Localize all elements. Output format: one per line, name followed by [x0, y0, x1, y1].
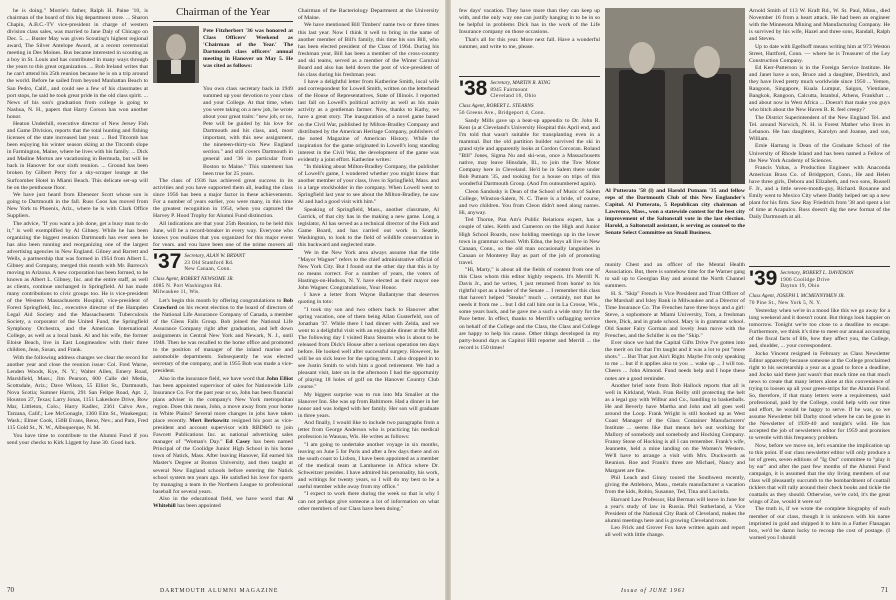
paragraph: "I took my son and two others back to Hanover after spring vacation, one of them being Allan Gusterfeld, son of Jonathan '37. While there I had dinner with Zelda, and we went to a delightful visit with an enjoyable dinner at the Mill. The following day I visited Russ Stearns who is about to be released from Dick's House after a serious operation ten days before. He looked well after successful surgery. However, he will be on sick leave for the spring term. I also dropped in to see Justin Smith to wish him a good retirement. We had a pleasant visit, later on in the afternoon I had the opportunity of playing 18 holes of golf on the Hanover Country Club course."	[298, 306, 439, 391]
paragraph: Also in the insurance field, we have word that John Elliot has been appointed supervisor of sales for Nationwide Life Insurance Co. For the past year or so, John has been financial plans adviser in the company's New York metropolitan region. Does this mean, John, a move away from your home in White Plains? Several more changes in jobs have taken place recently. Mert Berkowitz resigned his post as vice-president and account supervisor with RBD&O to join Fawcett Publications Inc. as national advertising sales manager of "Woman's Day." Ed Casey has been named Principal of the Coolidge Junior High School in his home town of Natick, Mass. After leaving Hanover, Ed earned his Master's Degree at Boston University, and then taught at several New England schools before entering the Natick school system ten years ago. He satisfied his love for sports by managing a team in the Northern League to professional baseball for several years.	[153, 375, 293, 495]
left-column-3	[298, 8, 439, 576]
paragraph: "I am going to undertake another voyage in six months, leaving on June 5 for Paris and after a few days there and on the south coast to Lisbon, I have been appointed as a member of the medical team at Lambarene in Africa where Dr. Schweitzer presides. I have admired his personality, his work, and writings for twenty years, so I will do my best to be a useful member while away from my office."	[298, 441, 439, 491]
class-1937-agent	[153, 276, 293, 296]
paragraph: Up to date with Egelhoff means writing him at 973 Weston Street, Hartford, Conn. — where he is Treasurer of the Ley Construction Company.	[749, 43, 890, 64]
paragraph: The class of 1936 has achieved great success in its activities and you have supported them all, leading the class since 1956 has been a major factor in these achievements. For a number of years earlier, you were many, in this time the greatest recognition in 1954, when you captured the Harvey P. Hood Trophy for Alumni Fund distinction.	[153, 178, 293, 220]
paragraph: We have just heard from Ebenezer Scott whose son is going to Dartmouth in the fall. Russ Coos has moved from New York to Phoenix, Ariz., where he is with Clark Office Suppliers.	[7, 192, 148, 220]
paragraph: Ernie Hartung is Dean of the Graduate School of the University of Rhode Island and has been named a Fellow of the New York Academy of Sciences.	[749, 143, 890, 164]
right-column-2	[605, 262, 745, 576]
secretary-city: Dayton 19, Ohio	[780, 283, 820, 290]
left-column-1	[7, 8, 148, 576]
right-column-1-top	[459, 8, 600, 74]
left-page	[0, 0, 445, 600]
paragraph: You own class secretary back in 1949 summed up your devotion to your class and your College. At that time, when you were taking on a new job, he wrote about your great traits: "new job, or no, Pete will be guided by his love for Dartmouth and his class, and, most important, with this new assignment, the nineteen-thirty-six New England section." and still covers Dartmouth in general and '36 in particular from Boston to Maine." This statement has been true for 25 years.	[203, 86, 293, 177]
class-1939-header	[749, 267, 890, 290]
paragraph: "In thinking about Milton-Bradley Company, the publisher of Lowell's game, I wondered whether you might know that another member of your class, lives in Springfield, Mass. and is a large stockholder in the company. When Lowell went to Springfield last year to see about the Milton-Bradley, he saw Al and had a good visit with him."	[298, 164, 439, 206]
class-1938-notes	[459, 118, 600, 576]
class-number: '39	[749, 267, 778, 290]
paragraph: I have a letter from Wayne Ballantyne that deserves quoting in toto:	[298, 292, 439, 306]
class-number: '38	[459, 77, 488, 100]
paragraph: "I expect to work there during the week so that is why I can not perhaps give someone a lot of information on what other members of our Class have been doing."	[298, 491, 439, 512]
paragraph: Ever since we had the Capital Gifts Drive I've gotten into the merit on list that I'm taught and it was a lot to put "more shots." ... But That just Ain't Right. Maybe I'm only speaking to me ... but if it applies also to you ... wake up ... I will too. Cheers ... John Almond. Fund needs help and I hope these notes are a good reminder.	[605, 340, 745, 382]
paragraph: Ed Kerr-Patterson is in the Foreign Service Institute. He and Janet have a son, Bruce and a daughter, Dierdrich, and they have lived pretty much worldwide since 1950 ... Yemen, Rangoon, Singapore, Kuala Lumpur, Saigon, Vientiane, Bangkok, Rangoon, Calcutta, Istanbul, Athens, Frankfurt ... and about now in West Africa ... Doesn't that make you guys who bitch about the New Haven R. R. feel creepy?	[749, 65, 890, 114]
paragraph: he is doing." Morrie's father, Ralph H. Paine '10, is chairman of the board of this big department store. ... Sharon Chapin, A.B.C.-TV vice-president in charge of western division class sales, was married to Jane Daly of Chicago on Dec. 5. ... Buster May was given Scouting's highest regional award, The Silver Antelope Award, at a recent ceremonial meeting in Des Moines. Bus became interested in scouting as a boy in St. Louis and has contributed in many ways through the years to this great organization. ... Bob Ireland writes that he can't attend his 25th reunion because he is on a trip around the world. Before he sailed from beyond Manhattan Beach to San Pedro, Calif., and could see a few of his classmates at port stops, he said he took great pride in the old class spirit. ... News of his son's graduation from college is going to Nashua, N. H., papers that Harry Corson has won another honor.	[7, 8, 148, 120]
page-number: 71	[881, 586, 888, 594]
class-1938-header	[459, 77, 600, 100]
magazine-title: DARTMOUTH ALUMNI MAGAZINE	[160, 588, 279, 594]
photo-caption: Al Putterato '58 (l) and Harold Putnam '35 and fellow reps of the Dartmouth Club of this New Englander's Capitol. Al Putterato, 5 Republican city chairman of Lawrence, Mass., won a statewide contest for the best city improvement of the Saltonstall vote in the last election. Harold, a Saltonstall assistant, is serving as counsel to the Senate Select Committee on Small Business.	[605, 188, 745, 236]
paragraph: The truth is, if we wrote the complete biography of each member of our class, though it is unknown with his name imprinted in gold and shipped it to him in a Father Flanagan box, we'd be damn lucky to recoup the cost of postage. (I warned you I should	[749, 506, 890, 541]
paragraph: Ted Thorne, Pan Am's Public Relations expert, has a couple of tales. Keith and Cameron on the High and Junior High School Boards, now holding meetings up in the lower town in grammar school. With Edna, the boys all live in New Canaan, Conn., so the old man occasionally languishes in Canaan or Monterey Bay as part of the job of promoting travel.	[459, 217, 600, 266]
paragraph: few days' vacation. They have more than they can keep up with, and the only way one can justify hanging in to be in so be helpful in problems Dick has in the work of the Life Insurance company on those occasions.	[459, 8, 600, 36]
paragraph: We in the New York area always assume that the title "Mayor Wagner" refers to the chief administrative official of New York City. But I found out the other day that this is by no means correct. For a number of years, the voters of Hastings-on-Hudson, N. Y. have elected as their mayor one John Wagner. Congratulations, Your Honor.	[298, 249, 439, 291]
paragraph: Francis Yuhas, a Production Engineer with Anaconda American Brass Co. of Bridgeport, Conn., He and Helen have three girls, Debora and Elizabeth, and two sons, Russell F. Jr., and a little seven-month-guy, Richard. Roxanne and Emily went to Mexico City where Daddy helped set up a new plant for his firm. Saw Ray Friedrich from '38 and spent a lot of time at Acapulco. Russ doesn't dig the new format of the Daily Dartmouth at all.	[749, 164, 890, 221]
heading-rule	[153, 21, 293, 22]
paragraph: The District Superintendent of the New England Tel. and Tel. around Norwich, N. H. is Forest Mather who lives in Lebanon. He has daughters, Karolyn and Joanne, and son, William.	[749, 114, 890, 143]
paragraph: munity Chest and an officer of the Mental Health Association. But, there is somehow time for the Warner gang to sail up to Georgian Bay and around the North Channel summers.	[605, 262, 745, 290]
chairman-intro	[203, 28, 293, 86]
agent-address: 4085 N. Port Washington Rd.	[153, 282, 223, 289]
paragraph: My biggest surprise was to run into Ma Smaller at the Hanover Inn. She was up from Baltimore. Had a dinner in her honor and was lodged with her family. Her son will graduate in three years.	[298, 391, 439, 419]
agent-city: Milwaukee 11, Wis.	[153, 289, 200, 296]
paragraph: That's all for this year. More next fall. Have a wonderful summer, and write to me, please.	[459, 36, 600, 50]
class-number: '37	[153, 250, 182, 273]
paragraph: Cleon Sandusky is Dean of the School of Music of Salem College, Winston-Salem, N. C. There is a bride, of course, and two children. You from Cleon didn't need along names. Hi, anyway.	[459, 188, 600, 216]
class-1937-header	[153, 250, 293, 273]
class-secretary: Secretary, ALAN W. BRYANT	[184, 253, 245, 259]
secretary-city: Cleveland 16, Ohio	[490, 93, 537, 100]
right-page	[451, 0, 896, 600]
class-secretary: Secretary, ROBERT L. DAVIDSON	[780, 270, 854, 276]
paragraph: Sandy Mills gave up a beat-up appendix to Dr. John R. Kent (a at Cleveland's University Hospital this April end, and I'm told that wasn't suitable for transplanting even in a mammal. But the old partition builder survived the ski in grand style and apparently looks at Cordon Corcoran. Roland "Bill" Jones, Sigma Nu and ski-wus, once a Massachusetts native, may leave Hinsdale, Ill., to join the Tow Motor Company here in Cleveland. He'd be in Salem there under Bob Putnam '35, and tooking for a house on trips of this wonderful Dartmouth Group. (And I'm outnumbered again).	[459, 118, 600, 188]
paragraph: Let's begin this month by offering congratulations to Bob Crawford on his recent election to the board of directors of the National Life Assurance Company of Canada, a member of the Glens Falls Group. Bob joined the National Life Assurance Company right after graduation, and left down assignments in Central New York and Newark, N. J., until 1948. Then he was recalled to the home office and promoted to the position of manager of the inland marine and automobile departments. Subsequently he was elected secretary of the company, and in 1955 Bob was made a vice-president.	[153, 298, 293, 375]
paragraph: You have time to contribute to the Alumni Fund if you send your checks to Kirk Liggett by June 30. Good luck.	[7, 432, 148, 446]
class-agent: Class Agent, JOSEPH I. MCMENNYMEN JR.	[749, 293, 845, 299]
paragraph: Leo Frick and Grover Fox have written again and report all well with little change.	[605, 525, 745, 539]
secretary-address: 23 Old Stamford Rd.	[184, 259, 234, 266]
paragraph: And finally, I would like to include two paragraphs from a letter from George Anderson who is practicing his medical profession in Wausau, Wis. He writes as follows:	[298, 420, 439, 441]
page-number: 70	[7, 586, 14, 594]
class-agent: Class Agent, ROBERT NEWSOME JR.	[153, 276, 234, 282]
paragraph: Speaking of Springfield, Mass., another classmate, Al Garrick, of that city has in the making a new game. Long a legislator, Al has served as a technical director of the Fish and Game Board, and has carried out work in Seattle, Washington, to look to the field of wildlife conservation in this backward and neglected state.	[298, 206, 439, 249]
chairman-heading: Chairman of the Year	[175, 6, 271, 18]
paragraph: Phil Leach and Ginny toured the Southwest recently, giving the Attleboro, Mass., metals manufacturer a vacation from the kids, Robin, Susanne, Ted, Tina and Lucinda.	[605, 474, 745, 496]
paragraph: Heaton Underhill, executive director of New Jersey Fish and Game Division, reports that the total hunting and fishing licenses of the state increased last year. ... Rod Titcomb has been enjoying his winter season skiing at the Titcomb slope in Farmington, Maine, where he lives with his family. ... Dick and Madine Morton are vacationing in Bermuda, but will be back in Hanover for our sixth reunion. ... Ground has been broken by Gilbert Perry for a sky-scraper lounge at the Surfcomber Hotel in Miami Beach. This delicate set-up will be on the penthouse floor.	[7, 121, 148, 191]
paragraph: H. S. "Skip" French is Vice President and Trust Officer of the Marshall and Isley Bank in Milwaukee and a Director of Time Insurance Co. The Frenches have three boys and a girl: Steve, a sophomore at Miami University, Tom, a freshman there, Dick, and in grade school. Mary is in grammar school. Old Sauter Fairy Gorman and lovely Jean move with the Frenches, and the Schiller is on the "Skip."	[605, 290, 745, 339]
class-agent: Class Agent, ROBERT L. STEARNS	[459, 103, 534, 109]
paragraph: Harvard Law Professor, Hal Berman will leave in June for a year's study of law in Russia. Phil Sutherland, a Vice President of the National City Bank of Cleveland, makes the alumni meetings here and is growing Cleveland roots.	[605, 496, 745, 524]
agent-address: 56 Greens Ave., Bridgeport 4, Conn.	[459, 109, 546, 116]
paragraph: Yesterday when we're in a mood like this we go away for a long weekend and it doesn't count. But things look happier on tomorrow. Tonight we're too close to a deadline to escape. Furthermore, we think it's time to meet our annual accounting of the fiscal facts of life, how they affect you, the College, and, shudder, ... your correspondent.	[749, 308, 890, 350]
agent-address: 70 Pine St., New York 5, N. Y.	[749, 299, 822, 306]
issue-date: Issue of JUNE 1961	[621, 588, 686, 594]
paragraph: I have a delightful letter from Katherine Smith, local wife and correspondent for Lowell Smith, written on the letterhead of the House of Representatives, State of Illinois. I reported last fall on Lowell's political activity as well as his main activity as a gentleman farmer. Now, thanks to Kathy, we have a great story. The inauguration of a novel game based on the Civil War, published by Milton-Bradley Company and distributed by the American Heritage Company, publishers of the noted Magazine of American History. While the inspiration for the game originated in Lowell's long standing interest in the Civil War, the development of the game was evidently a joint effort. Katherine writes:	[298, 79, 439, 163]
secretary-city: New Canaan, Conn.	[184, 266, 232, 273]
paragraph: All indications are that your 25th Reunion, to be held this June, will be a record-breaker in every way. Everyone who knows you realizes that you organized for this major event for years, and you have been one of the prime movers all	[153, 220, 293, 246]
secretary-address: 8945 Fairmount	[490, 86, 528, 93]
paragraph: Jocko Vincent resigned in February as Class Newsletter Editor apparently because someone at the College proclaimed right to his secretarship a year as a goad to force a deadline, and Jocko said there just wasn't that much time on that much news to create that many letters alone at this convenience of trying to loosen up all your green-strips for the Alumni Fund. So, therefore, if that many letters were a requirement, said professional, paid by the College, could help with our time and effort, he would be happy to serve. If he was, so we assume Newsletter bill Darby stood where he can be gone in the Newsletter of 1939-40 and tonight's wild. He has accepted the job of newsletters editor for 1959 and promises to wrestle with this frequency problem.	[749, 350, 890, 442]
paragraph: Chairman of the Bacteriology Department at the University of Maine.	[298, 8, 439, 22]
paragraph: Arnold Smith of 113 W. Kraft Rd., W. St. Paul, Minn., died November 16 from a heart attack. He had been an engineer with the Minnesota Mining and Manufacturing Company. He is survived by his wife, Hazel and three sons, Randall, Ralph and Steven.	[749, 8, 890, 43]
paragraph: Now, before we move on, let's examine the implication up to this point. If our class newsletter editor will only produce a lot of green, seven editions of "Ig Out" committee to "play it by ear" and after the past few months of the Alumni Fund campaign, it is assumed that the shy living members of our class will pleasantly succumb to the bombardment of coattail ticklers that will rally around their check books and tickle the coattails as they should. Otherwise, we're cold, it's the great wings of Zoe, would it were so!	[749, 442, 890, 506]
paragraph: With the following address changes we clear the record for another year and close the reunion issue: Col. Fred Warne, Lenden Woods, Kye, N. Y.; Walter Allen, Emery Road, Marshfield, Mass.; Jim Pearson, 600 Calle del Media, Scottsdale, Ariz.; Dave Wilson, 55 Elliot St., Dartmouth, Nova Scotia; Sumner Harris, 291 San Felipe Road, Apt. 2, Houston 27, Texas; Larry Jonas, 1151 Lakeshore Drive, Bow Mar, Littleton, Colo.; Harry Kadlec, 2361 Calvo Ave., Tarzana, Calif.; Lee McGonagle, 1360 Elm St., Waukeegan; Wash.; Elmer Cook, 150B Evans, Reno, Nev.; and Pam, Fred 115 Gold St., N. W., Albuquerque, N. M.	[7, 354, 148, 432]
group-photo	[605, 8, 745, 184]
class-1937-notes	[153, 298, 293, 576]
paragraph: Also in the educational field, we have word that Al Whitehill has been appointed	[153, 496, 293, 510]
paragraph: Pete Fitzherbert '36 was honored at Class Officers' Weekend as 'Chairman of the Year.' The Dartmouth class officers' annual meeting in Hanover on May 5. He was cited as follows:	[203, 28, 293, 70]
chairman-citation	[153, 86, 293, 246]
class-1939-agent	[749, 293, 890, 306]
class-1939-notes	[749, 308, 890, 576]
paragraph: We have mentioned Bill Timbers' name two or three times this last year. Now I think it well to bring in the name of another member of Bill's family, this time his son Bill, who has been elected president of the Class of 1964. During his freshman year, Bill has been a member of the cross-country and ski teams, served as a member of the Winter Carnival Board and also has held down the post of vice-president of his class during his freshman year.	[298, 22, 439, 78]
secretary-address: 1906 Coolidge Drive	[780, 276, 830, 283]
class-1938-agent	[459, 103, 600, 116]
paragraph: Another brief note from Bob Hallock reports that all is well in Kirkland, Wash. Fran Reilly still protecting the belt as a legal guy with Wilbur and Co., handling to basketballs. He and Beverly have Martha and John and all goes well around the Loop. Frank Wright is still hooked up as West Coast Manager of the Glass Container Manufacturers' Institute ... seems like that means he's out working for Mallory of somebody and somebody and Hocking Company. Franny Stone of Hocking is all I can remember. Frank's wife, Jeannette, held a mine landing on the Women's Western. We'll have to arrange a visit with Mrs. Duckworth as Reunion. Roe and Frank's three are Michael, Nancy and Margaret are fine.	[605, 382, 745, 474]
portrait-photo	[153, 26, 199, 83]
paragraph: "Hi, Marty," is about all the fields of content from one of this Class whom this editor highly respects. It's Merrill N. Davis Jr., and he writes, 'I just returned from home' to his rightful spot as a leader of the Senate ... I remember this class that haven't helped "Steaks" much ... certainly, not that he needs it from me ... but I did call him out in La Crosse, Wis., some years back, and he gave me a such a wide story for the Pace better. In effect, thanks to Merrill's unflagging service on behalf of the College and the Class, the Class and College are happy to help his cause. Other things developed in my party-bound days as Capitol Hill reporter and Merrill ... the record is 150 times!	[459, 267, 600, 351]
paragraph: The advice, "If you want a job done, get a busy man to do it," is well exemplified by Al Gibney. While he has been organizing the biggest reunion Dartmouth has ever seen he has also been running and reorganizing one of the largest advertising agencies in New England. Gilney and Barrett and Wells, a partnership that was formed in 1954 from Albert L. Gibney and Company, merged this month with Mr. Barreca's moving to Arizona. A new corporation has been formed, to be known as Albert L. Gibney, Inc. and the entire staff, as well as clients, continue unchanged in Springfield. Al has made many contributions to civic groups too. He is vice-president of the Western Massachusetts Hospital, vice-president of Forest Springfield, Inc., executive director of the Hampden Legal Aid Society and the Massachusetts Tuberculosis Society, a corporator of the United Fund, the Springfield Symphony Orchestra, and the American International College, as well as a local bank. Al and his wife, the former Eloise Beach, live in East Longmeadow with their three children, Jean, Susan, and Frank.	[7, 220, 148, 354]
class-secretary: Secretary, MARTIN R. KING	[490, 80, 551, 86]
right-column-3-top	[749, 8, 890, 264]
